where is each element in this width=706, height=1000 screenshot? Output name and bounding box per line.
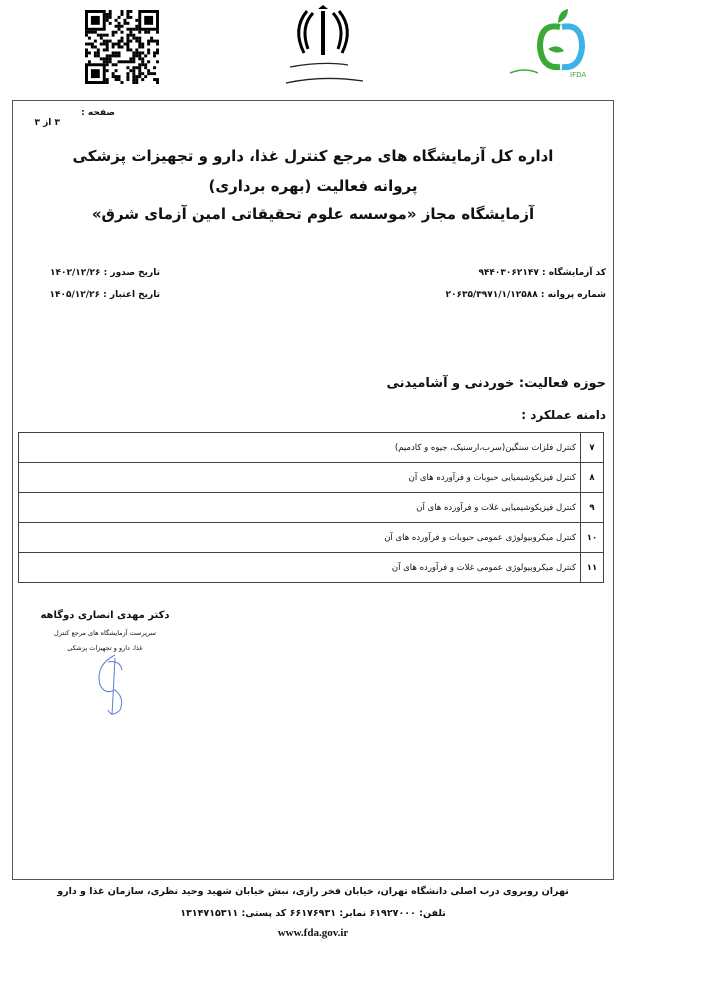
signatory-title-1: سرپرست آزمایشگاه های مرجع کنترل bbox=[54, 629, 156, 637]
scope-number: ۱۱ bbox=[581, 553, 604, 583]
qr-code bbox=[85, 10, 159, 84]
scope-number: ۸ bbox=[581, 463, 604, 493]
footer-website[interactable]: www.fda.gov.ir bbox=[277, 927, 349, 939]
scope-row bbox=[19, 493, 604, 523]
page-number: ۳ از ۳ bbox=[34, 118, 60, 128]
footer-contact: تلفن: ۶۱۹۲۷۰۰۰ نمابر: ۶۶۱۷۶۹۳۱ کد پستی: ۱۳۱۴۷۱۵۳۱۱ bbox=[180, 908, 446, 919]
scope-row bbox=[19, 553, 604, 583]
iran-emblem-logo bbox=[268, 5, 378, 95]
signatory-block bbox=[40, 610, 170, 652]
scope-row bbox=[19, 433, 604, 463]
org-title: اداره کل آزمایشگاه های مرجع کنترل غذا، دارو و تجهیزات پزشکی bbox=[72, 147, 554, 165]
scope-text: کنترل میکروبیولوژی عمومی غلات و فرآورده های آن bbox=[19, 553, 581, 583]
scope-row bbox=[19, 463, 604, 493]
svg-text:IFDA: IFDA bbox=[570, 71, 587, 79]
signatory-name: دکتر مهدی انصاری دوگاهه bbox=[40, 610, 170, 621]
license-number: شماره پروانه : ۲۰۶۳۵/۳۹۷۱/۱/۱۲۵۸۸ bbox=[445, 290, 606, 300]
license-title: پروانه فعالیت (بهره برداری) bbox=[208, 177, 418, 195]
ifda-logo bbox=[500, 5, 610, 85]
scope-row bbox=[19, 523, 604, 553]
scope-text: کنترل فیزیکوشیمیایی غلات و فرآورده های آن bbox=[19, 493, 581, 523]
scope-number: ۷ bbox=[581, 433, 604, 463]
scope-number: ۱۰ bbox=[581, 523, 604, 553]
signatory-title-2: غذا، دارو و تجهیزات پزشکی bbox=[67, 644, 143, 652]
signature bbox=[90, 650, 140, 720]
lab-title: آزمایشگاه مجاز «موسسه علوم تحقیقاتی امین آزمای شرق» bbox=[91, 205, 535, 223]
scope-text: کنترل فیزیکوشیمیایی حبوبات و فرآورده های آن bbox=[19, 463, 581, 493]
page-indicator bbox=[0, 108, 115, 128]
page-label: صفحه : bbox=[81, 108, 115, 118]
scope-number: ۹ bbox=[581, 493, 604, 523]
activity-field: حوزه فعالیت: خوردنی و آشامیدنی bbox=[386, 376, 606, 391]
expiry-date: تاریخ اعتبار : ۱۴۰۵/۱۲/۲۶ bbox=[49, 290, 160, 300]
lab-code: کد آزمایشگاه : ۹۴۴۰۳۰۶۲۱۴۷ bbox=[478, 268, 606, 278]
scope-table bbox=[18, 432, 604, 583]
scope-text: کنترل میکروبیولوژی عمومی حبوبات و فرآورده های آن bbox=[19, 523, 581, 553]
issue-date: تاریخ صدور : ۱۴۰۲/۱۲/۲۶ bbox=[49, 268, 160, 278]
scope-text: کنترل فلزات سنگین(سرب،ارسنیک، جیوه و کادمیم) bbox=[19, 433, 581, 463]
footer-address: تهران روبروی درب اصلی دانشگاه تهران، خیابان فخر رازی، نبش خیابان شهید وحید نظری، سازمان غذا و دارو bbox=[57, 886, 569, 897]
scope-label: دامنه عملکرد : bbox=[521, 408, 606, 422]
